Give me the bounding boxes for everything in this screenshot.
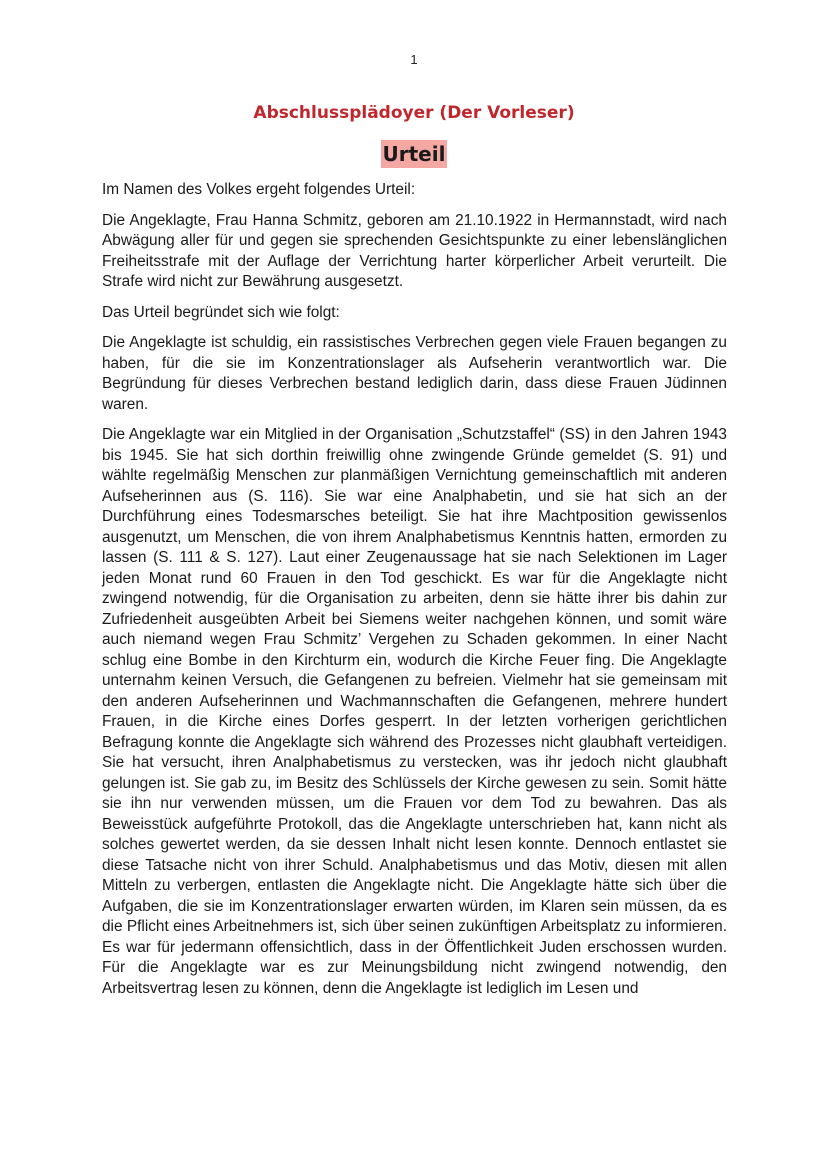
document-title: Abschlussplädoyer (Der Vorleser) <box>253 103 575 123</box>
paragraph-intro: Im Namen des Volkes ergeht folgendes Urteil: <box>102 181 416 198</box>
body-text <box>102 180 727 1009</box>
page-number: 1 <box>410 52 418 67</box>
section-heading: Urteil <box>382 142 446 166</box>
paragraph-details: Die Angeklagte war ein Mitglied in der Organisation „Schutzstaffel“ (SS) in den Jahren 1943 bis 1945. Sie hat sich dorthin freiwillig ohne zwingende Gründe gemeldet (S. 91) und wählte regelmäßig Menschen zur planmäßigen Vernichtung gemeinschaftlich mit anderen Aufseherinnen aus (S. 116). Sie war eine Analphabetin, und sie hat sich an der Durchführung eines Todesmarsches beteiligt. Sie hat ihre Machtposition gewissenlos ausgenutzt, um Menschen, die von ihrem Analphabetismus Kenntnis hatten, ermorden zu lassen (S. 111 & S. 127). Laut einer Zeugenaussage hat sie nach Selektionen im Lager jeden Monat rund 60 Frauen in den Tod geschickt. Es war für die Angeklagte nicht zwingend notwendig, für die Organisation zu arbeiten, denn sie hätte ihrer bis dahin zur Zufriedenheit ausgeübten Arbeit bei Siemens weiter nachgehen können, und somit wäre auch niemand wegen Frau Schmitz’ Vergehen zu Schaden gekommen. In einer Nacht schlug eine Bombe in den Kirchturm ein, wodurch die Kirche Feuer fing. Die Angeklagte unternahm keinen Versuch, die Gefangenen zu befreien. Vielmehr hat sie gemeinsam mit den anderen Aufseherinnen und Wachmannschaften die Gefangenen, mehrere hundert Frauen, in die Kirche eines Dorfes gesperrt. In der letzten vorherigen gerichtlichen Befragung konnte die Angeklagte sich während des Prozesses nicht glaubhaft verteidigen. Sie hat versucht, ihren Analphabetismus zu verstecken, was ihr jedoch nicht glaubhaft gelungen ist. Sie gab zu, im Besitz des Schlüssels der Kirche gewesen zu sein. Somit hätte sie ihn nur verwenden müssen, um die Frauen vor dem Tod zu bewahren. Das als Beweisstück aufgeführte Protokoll, das die Angeklagte unterschrieben hat, kann nicht als solches gewertet werden, da sie dessen Inhalt nicht lesen konnte. Dennoch entlastet sie diese Tatsache nicht von ihrer Schuld. Analphabetismus und das Motiv, diesen mit allen Mitteln zu verbergen, entlasten die Angeklagte nicht. Die Angeklagte hätte sich über die Aufgaben, die sie im Konzentrationslager erwarten würden, im Klaren sein müssen, da es die Pflicht eines Arbeitnehmers ist, sich über seinen zukünftigen Arbeitsplatz zu informieren. Es war für jedermann offensichtlich, dass in der Öffentlichkeit Juden erschossen wurden. Für die Angeklagte war es zur Meinungsbildung nicht zwingend notwendig, den Arbeitsvertrag lesen zu können, denn die Angeklagte ist lediglich im Lesen und <box>102 426 727 997</box>
paragraph-guilt: Die Angeklagte ist schuldig, ein rassistisches Verbrechen gegen viele Frauen begangen zu haben, für die sie im Konzentrationslager als Aufseherin verantwortlich war. Die Begründung für dieses Verbrechen bestand lediglich darin, dass diese Frauen Jüdinnen waren. <box>102 334 727 413</box>
paragraph-reasoning-intro: Das Urteil begründet sich wie folgt: <box>102 303 340 321</box>
paragraph-verdict: Die Angeklagte, Frau Hanna Schmitz, geboren am 21.10.1922 in Hermannstadt, wird nach Abwägung aller für und gegen sie sprechenden Gesichtspunkte zu einer lebenslänglichen Freiheitsstrafe mit der Auflage der Verrichtung harter körperlicher Arbeit verurteilt. Die Strafe wird nicht zur Bewährung ausgesetzt. <box>102 211 727 290</box>
heading-container <box>0 140 828 168</box>
